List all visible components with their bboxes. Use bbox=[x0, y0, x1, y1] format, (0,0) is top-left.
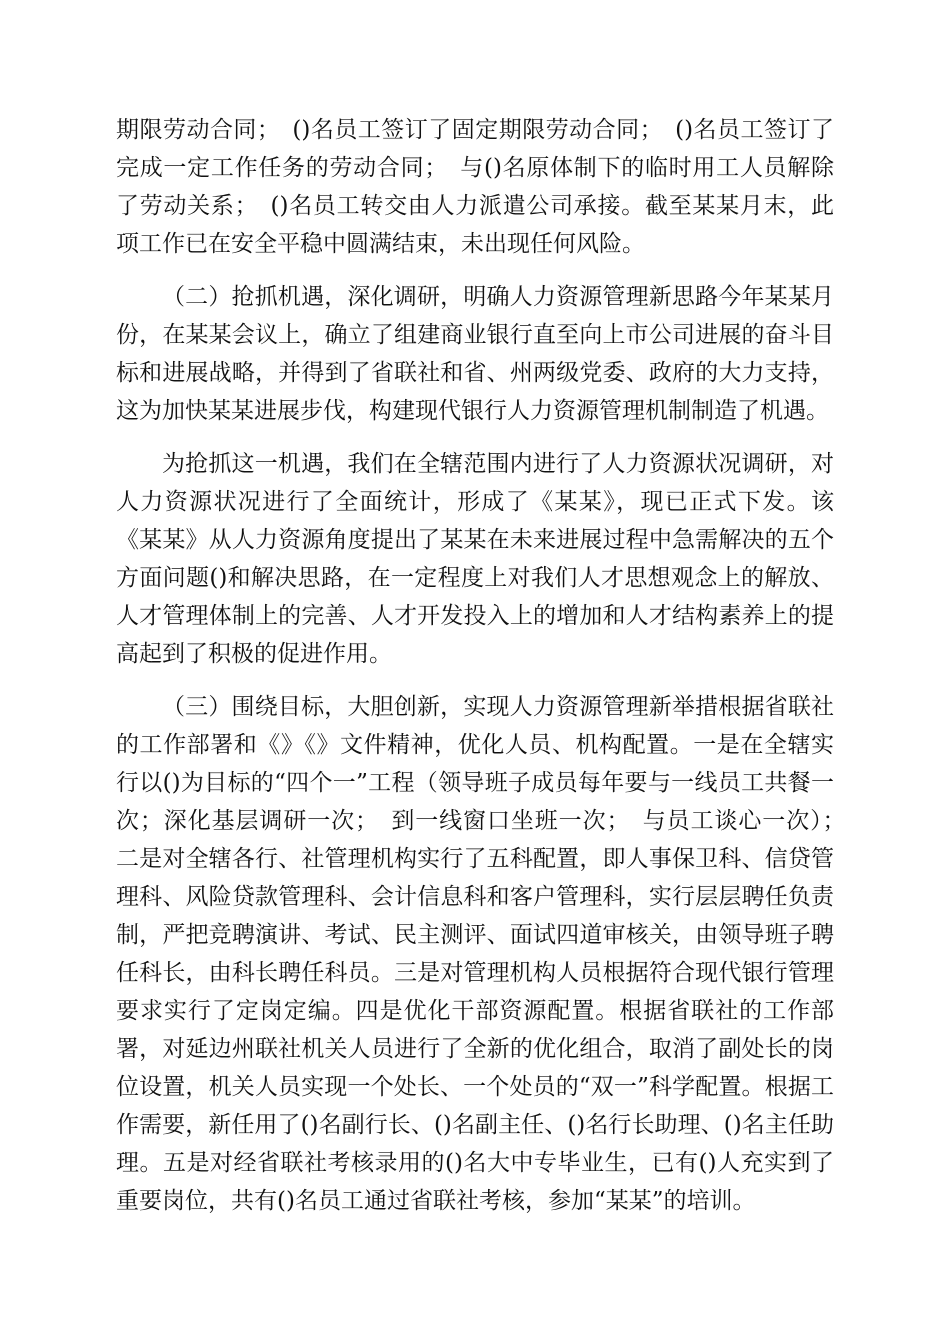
paragraph-section-three: （三）围绕目标，大胆创新，实现人力资源管理新举措根据省联社的工作部署和《》《》文件精神，优化人员、机构配置。一是在全辖实行以()为目标的“四个一”工程（领导班子成员每年要与一线员工共餐一次；深化基层调研一次； 到一线窗口坐班一次； 与员工谈心一次）； 二是对全辖各行、社管理机构实行了五科配置，即人事保卫科、信贷管理科、风险贷款管理科、会计信息科和客户管理科，实行层层聘任负责制，严把竞聘演讲、考试、民主测评、面试四道审核关，由领导班子聘任科长，由科长聘任科员。三是对管理机构人员根据符合现代银行管理要求实行了定岗定编。四是优化干部资源配置。根据省联社的工作部署，对延边州联社机关人员进行了全新的优化组合，取消了副处长的岗位设置，机关人员实现一个处长、一个处员的“双一”科学配置。根据工作需要，新任用了()名副行长、()名副主任、()名行长助理、()名主任助理。五是对经省联社考核录用的()名大中专毕业生，已有()人充实到了重要岗位，共有()名员工通过省联社考核，参加“某某”的培训。 bbox=[116, 694, 857, 1214]
paragraph-section-two: （二）抢抓机遇，深化调研，明确人力资源管理新思路今年某某月份，在某某会议上，确立了组建商业银行直至向上市公司进展的奋斗目标和进展战略，并得到了省联社和省、州两级党委、政府的大力支持，这为加快某某进展步伐，构建现代银行人力资源管理机制制造了机遇。 bbox=[116, 284, 834, 424]
document-body bbox=[116, 111, 857, 1220]
paragraph-research: 为抢抓这一机遇，我们在全辖范围内进行了人力资源状况调研，对人力资源状况进行了全面统计，形成了《某某》，现已正式下发。该《某某》从人力资源角度提出了某某在未来进展过程中急需解决的五个方面问题()和解决思路，在一定程度上对我们人才思想观念上的解放、人才管理体制上的完善、人才开发投入上的增加和人才结构素养上的提高起到了积极的促进作用。 bbox=[116, 451, 834, 667]
paragraph-contract-summary: 期限劳动合同； ()名员工签订了固定期限劳动合同； ()名员工签订了完成一定工作任务的劳动合同； 与()名原体制下的临时用工人员解除了劳动关系； ()名员工转交由人力派遣公司承接。截至某某月末，此项工作已在安全平稳中圆满结束，未出现任何风险。 bbox=[116, 117, 834, 257]
